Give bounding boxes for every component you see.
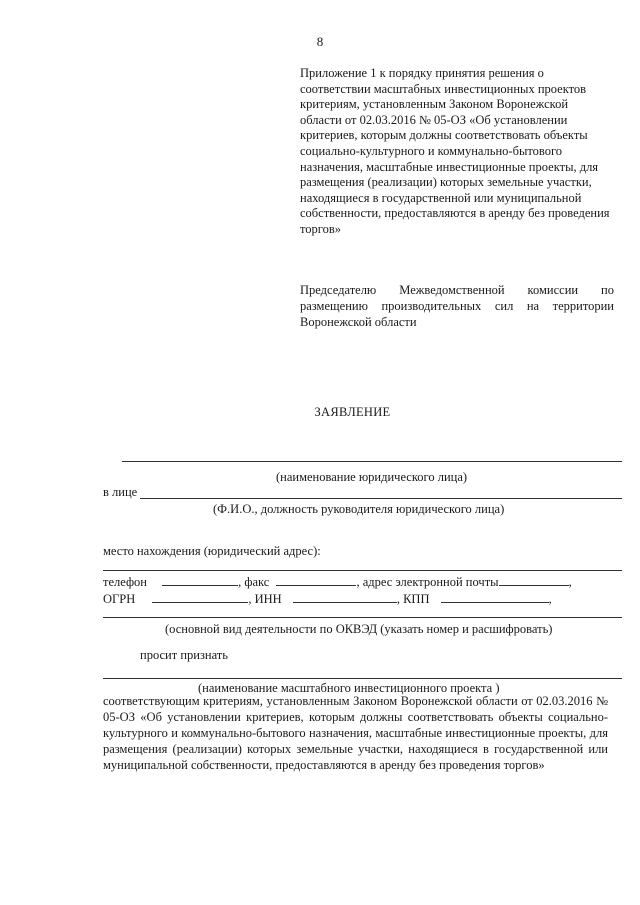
registration-row xyxy=(103,591,552,607)
document-title: ЗАЯВЛЕНИЕ xyxy=(314,405,391,419)
kpp-field[interactable] xyxy=(441,591,549,603)
in-person-label: в лице xyxy=(103,485,138,499)
addressee-block: Председателю Межведомственной комиссии по размещению производительных сил на территории Воронежской области xyxy=(300,283,614,329)
phone-field[interactable] xyxy=(162,574,238,586)
appendix-note: Приложение 1 к порядку принятия решения о соответствии масштабных инвестиционных проектов критериям, установленным Законом Воронежской области от 02.03.2016 № 05-ОЗ «Об установлении критериев, которым должны соответствовать объекты социально-культурного и коммунально-бытового назначения, масштабные инвестиционные проекты, для размещения (реализации) которых земельные участки, находящиеся в государственной или муниципальной собственности, предоставляются в аренду без проведения торгов» xyxy=(300,66,610,236)
location-label: место нахождения (юридический адрес): xyxy=(103,544,321,558)
page-number: 8 xyxy=(316,34,324,49)
email-label: , адрес электронной почты xyxy=(356,575,499,589)
ogrn-field[interactable] xyxy=(152,591,248,603)
legal-entity-caption: (наименование юридического лица) xyxy=(276,470,468,484)
criteria-paragraph: соответствующим критериям, установленным Законом Воронежской области от 02.03.2016 № 05-ОЗ «Об установлении критериев, которым должны соответствовать объекты социально-культурного и коммунально-бытового назначения, масштабные инвестиционные проекты, для размещения (реализации) которых земельные участки, находящиеся в государственной или муниципальной собственности, предоставляются в аренду без проведения торгов» xyxy=(103,694,608,772)
head-caption: (Ф.И.О., должность руководителя юридического лица) xyxy=(213,502,505,516)
kpp-label: , КПП xyxy=(396,592,430,606)
inn-label: , ИНН xyxy=(248,592,282,606)
requests-label: просит признать xyxy=(140,648,228,662)
head-name-field[interactable] xyxy=(140,498,622,499)
legal-entity-name-field[interactable] xyxy=(122,461,622,462)
inn-field[interactable] xyxy=(293,591,397,603)
row1-end: , xyxy=(568,575,572,589)
ogrn-label: ОГРН xyxy=(103,592,136,606)
okved-field[interactable] xyxy=(103,617,622,618)
row2-end: , xyxy=(548,592,552,606)
email-field[interactable] xyxy=(499,574,569,586)
fax-field[interactable] xyxy=(276,574,356,586)
okved-caption: (основной вид деятельности по ОКВЭД (указать номер и расшифровать) xyxy=(165,622,553,636)
project-name-field[interactable] xyxy=(103,678,622,679)
legal-address-field[interactable] xyxy=(103,570,622,571)
phone-label: телефон xyxy=(103,575,147,589)
fax-label: , факс xyxy=(238,575,270,589)
project-caption: (наименование масштабного инвестиционного проекта ) xyxy=(198,681,500,695)
contacts-row xyxy=(103,574,572,590)
